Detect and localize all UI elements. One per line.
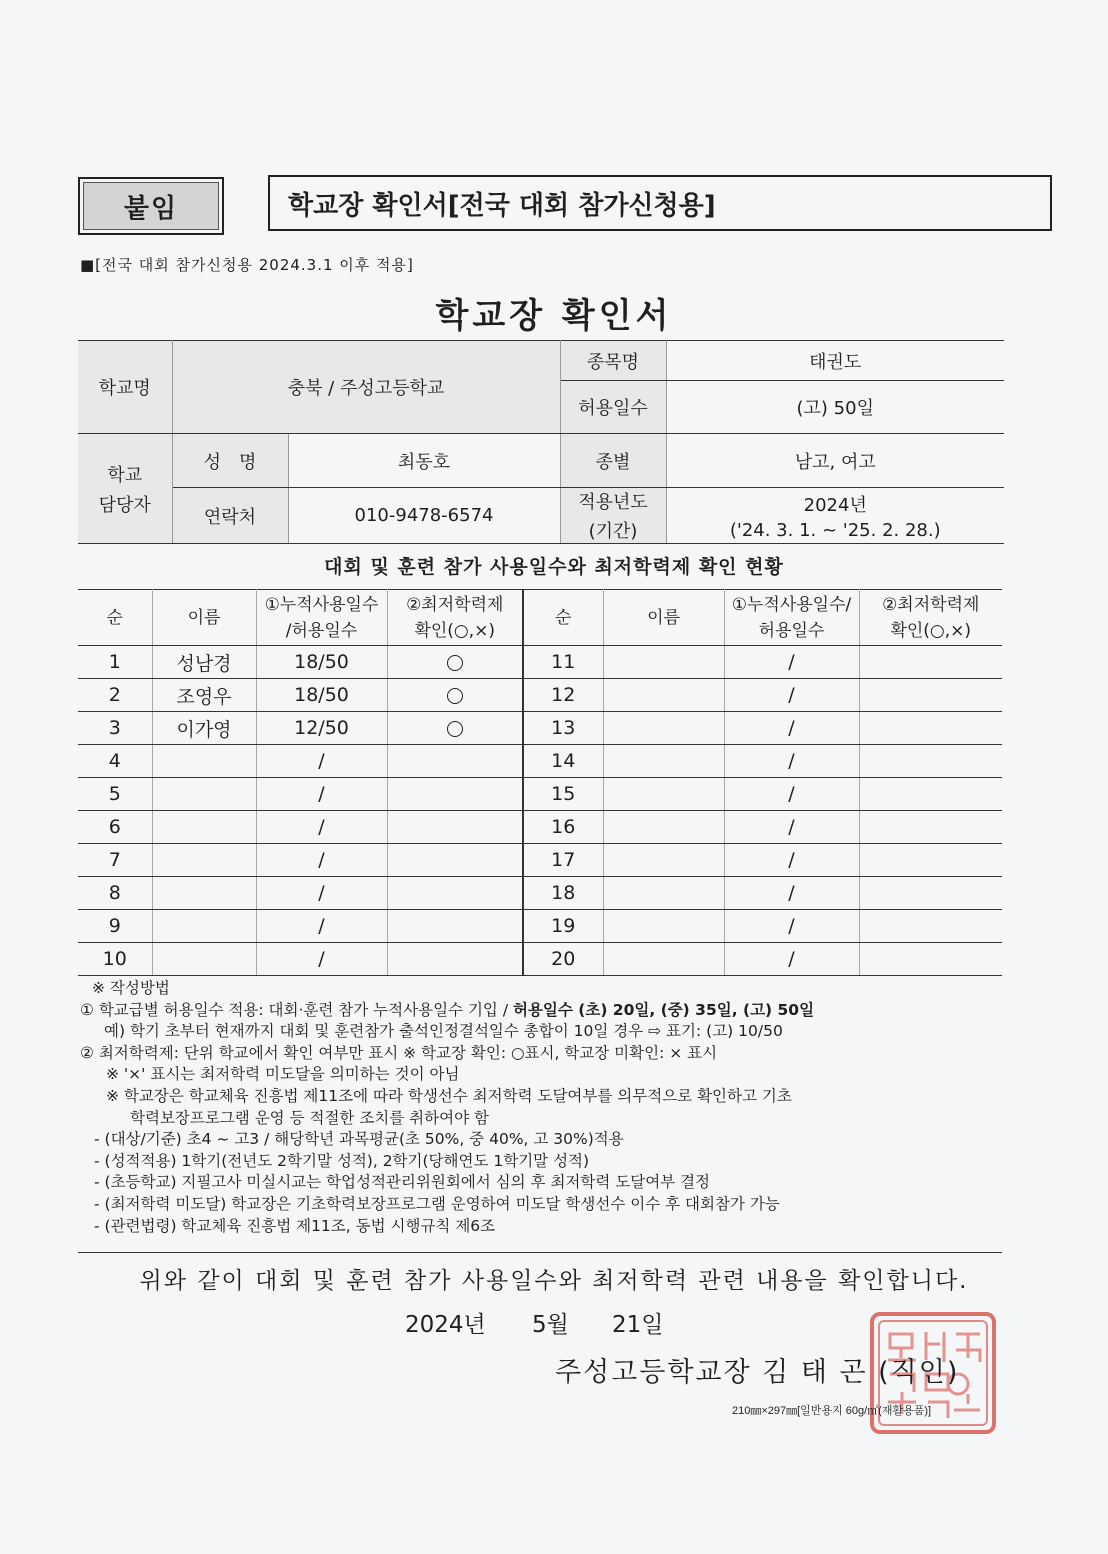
page-title: 학교장 확인서	[435, 296, 673, 336]
row-check	[387, 811, 523, 844]
sport-label: 종목명	[560, 341, 666, 381]
row-days: /	[256, 745, 387, 778]
row-check-right	[859, 910, 1002, 943]
header-no: 순	[78, 590, 152, 646]
confirmed-circle-icon	[447, 688, 463, 704]
row-days-right: /	[724, 778, 859, 811]
row-check-right	[859, 811, 1002, 844]
year-label: 적용년도 (기간)	[560, 488, 666, 544]
method-line: - (관련법령) 학교체육 진흥법 제11조, 동법 시행규칙 제6조	[94, 1216, 496, 1235]
applicability-note: ■[전국 대회 참가신청용 2024.3.1 이후 적용]	[80, 256, 414, 274]
table-row	[78, 778, 1002, 811]
row-name-right	[603, 943, 724, 976]
row-name	[152, 844, 256, 877]
method-line: - (대상/기준) 초4 ~ 고3 / 해당학년 과목평균(초 50%, 중 40%, 고 30%)적용	[94, 1130, 624, 1149]
method-title: ※ 작성방법	[92, 979, 170, 997]
table-row	[78, 811, 1002, 844]
table-row	[78, 646, 1002, 679]
row-check	[387, 712, 523, 745]
table-row	[78, 910, 1002, 943]
row-no: 4	[78, 745, 152, 778]
row-no-right: 11	[523, 646, 603, 679]
row-check	[387, 910, 523, 943]
row-no-right: 18	[523, 877, 603, 910]
row-days: /	[256, 811, 387, 844]
row-check-right	[859, 646, 1002, 679]
row-no: 6	[78, 811, 152, 844]
method-line: 예) 학기 초부터 현재까지 대회 및 훈련참가 출석인정결석일수 총합이 10일 경우 ⇨ 표기: (고) 10/50	[104, 1022, 783, 1041]
row-check-right	[859, 712, 1002, 745]
row-name	[152, 910, 256, 943]
row-name: 성남경	[152, 646, 256, 679]
row-name	[152, 778, 256, 811]
row-days: 18/50	[256, 646, 387, 679]
method-line: 학력보장프로그램 운영 등 적절한 조치를 취하여야 함	[130, 1108, 489, 1127]
row-no-right: 19	[523, 910, 603, 943]
row-name	[152, 745, 256, 778]
row-name-right	[603, 844, 724, 877]
row-days-right: /	[724, 910, 859, 943]
attachment-badge: 붙임	[78, 177, 224, 235]
row-days: 18/50	[256, 679, 387, 712]
confirmed-circle-icon	[447, 655, 463, 671]
contact-label: 연락처	[172, 488, 288, 544]
date-year: 2024년	[405, 1312, 486, 1338]
row-check-right	[859, 778, 1002, 811]
row-check-right	[859, 943, 1002, 976]
row-no-right: 15	[523, 778, 603, 811]
date-day: 21일	[612, 1312, 664, 1338]
sport-value: 태권도	[666, 341, 1004, 381]
method-line: - (최저학력 미도달) 학교장은 기초학력보장프로그램 운영하여 미도달 학생선수 이수 후 대회참가 가능	[94, 1194, 780, 1213]
row-check-right	[859, 745, 1002, 778]
method-line: - (초등학교) 지필고사 미실시교는 학업성적관리위원회에서 심의 후 최저학력 도달여부 결정	[94, 1173, 711, 1192]
row-check	[387, 745, 523, 778]
allowed-days-label: 허용일수	[560, 381, 666, 434]
row-days-right: /	[724, 679, 859, 712]
date-month: 5월	[532, 1312, 569, 1338]
header-name: 이름	[152, 590, 256, 646]
header-name-right: 이름	[603, 590, 724, 646]
row-no: 2	[78, 679, 152, 712]
row-days: 12/50	[256, 712, 387, 745]
row-name-right	[603, 778, 724, 811]
row-days: /	[256, 844, 387, 877]
header-days: ①누적사용일수 /허용일수	[256, 590, 387, 646]
row-name-right	[603, 712, 724, 745]
method-line: ① 학교급별 허용일수 적용: 대회·훈련 참가 누적사용일수 기입 / 허용일수 (초) 20일, (중) 35일, (고) 50일	[80, 1000, 815, 1019]
row-no-right: 17	[523, 844, 603, 877]
row-days: /	[256, 943, 387, 976]
row-days-right: /	[724, 811, 859, 844]
row-no: 1	[78, 646, 152, 679]
row-no-right: 16	[523, 811, 603, 844]
category-label: 종별	[560, 434, 666, 488]
school-name-value: 충북 / 주성고등학교	[172, 341, 560, 434]
row-name: 이가영	[152, 712, 256, 745]
row-check	[387, 778, 523, 811]
row-name-right	[603, 811, 724, 844]
row-check	[387, 877, 523, 910]
row-no: 9	[78, 910, 152, 943]
table-row	[78, 745, 1002, 778]
row-name-right	[603, 910, 724, 943]
row-days-right: /	[724, 712, 859, 745]
row-name	[152, 877, 256, 910]
row-name-right	[603, 646, 724, 679]
row-days-right: /	[724, 844, 859, 877]
row-days-right: /	[724, 943, 859, 976]
section-title: 대회 및 훈련 참가 사용일수와 최저학력제 확인 현황	[324, 556, 784, 578]
school-name-label: 학교명	[78, 341, 172, 434]
row-name-right	[603, 679, 724, 712]
row-check-right	[859, 877, 1002, 910]
row-no-right: 13	[523, 712, 603, 745]
row-no: 3	[78, 712, 152, 745]
row-name-right	[603, 877, 724, 910]
row-name: 조영우	[152, 679, 256, 712]
row-no-right: 20	[523, 943, 603, 976]
divider	[78, 1252, 1002, 1253]
row-name-right	[603, 745, 724, 778]
row-check-right	[859, 679, 1002, 712]
table-row	[78, 679, 1002, 712]
row-no-right: 12	[523, 679, 603, 712]
year-value: 2024년 ('24. 3. 1. ~ '25. 2. 28.)	[666, 488, 1004, 544]
row-no-right: 14	[523, 745, 603, 778]
row-check	[387, 844, 523, 877]
name-label: 성 명	[172, 434, 288, 488]
row-days-right: /	[724, 745, 859, 778]
header-no-right: 순	[523, 590, 603, 646]
row-days: /	[256, 877, 387, 910]
header-check-right: ②최저학력제 확인(○,×)	[859, 590, 1002, 646]
row-no: 7	[78, 844, 152, 877]
row-days: /	[256, 778, 387, 811]
row-check	[387, 679, 523, 712]
allowed-days-value: (고) 50일	[666, 381, 1004, 434]
category-value: 남고, 여고	[666, 434, 1004, 488]
row-check-right	[859, 844, 1002, 877]
method-line: ※ 학교장은 학교체육 진흥법 제11조에 따라 학생선수 최저학력 도달여부를 의무적으로 확인하고 기초	[106, 1086, 792, 1105]
table-row	[78, 844, 1002, 877]
row-days: /	[256, 910, 387, 943]
confirmation-statement: 위와 같이 대회 및 훈련 참가 사용일수와 최저학력 관련 내용을 확인합니다.	[139, 1268, 969, 1294]
row-no: 10	[78, 943, 152, 976]
header-check: ②최저학력제 확인(○,×)	[387, 590, 523, 646]
header-days-right: ①누적사용일수/ 허용일수	[724, 590, 859, 646]
method-line: - (성적적용) 1학기(전년도 2학기말 성적), 2학기(당해연도 1학기말 성적)	[94, 1151, 590, 1170]
method-line: ② 최저학력제: 단위 학교에서 확인 여부만 표시 ※ 학교장 확인: ○표시, 학교장 미확인: × 표시	[80, 1043, 718, 1062]
row-days-right: /	[724, 646, 859, 679]
row-check	[387, 943, 523, 976]
table-row	[78, 943, 1002, 976]
name-value: 최동호	[288, 434, 560, 488]
row-no: 8	[78, 877, 152, 910]
row-no: 5	[78, 778, 152, 811]
row-days-right: /	[724, 877, 859, 910]
row-check	[387, 646, 523, 679]
principal-signature: 주성고등학교장 김 태 곤 (직인)	[555, 1357, 960, 1388]
table-row	[78, 712, 1002, 745]
confirmed-circle-icon	[447, 721, 463, 737]
contact-value: 010-9478-6574	[288, 488, 560, 544]
document-title: 학교장 확인서[전국 대회 참가신청용]	[268, 175, 1052, 231]
table-row	[78, 877, 1002, 910]
paper-spec: 210㎜×297㎜[일반용지 60g/㎡(재활용품)]	[732, 1405, 932, 1417]
row-name	[152, 943, 256, 976]
roster-table	[78, 589, 1002, 976]
row-name	[152, 811, 256, 844]
writing-method	[80, 978, 1020, 1237]
manager-label: 학교 담당자	[78, 434, 172, 544]
school-info-table	[78, 340, 1004, 544]
method-line: ※ '×' 표시는 최저학력 미도달을 의미하는 것이 아님	[106, 1065, 460, 1084]
